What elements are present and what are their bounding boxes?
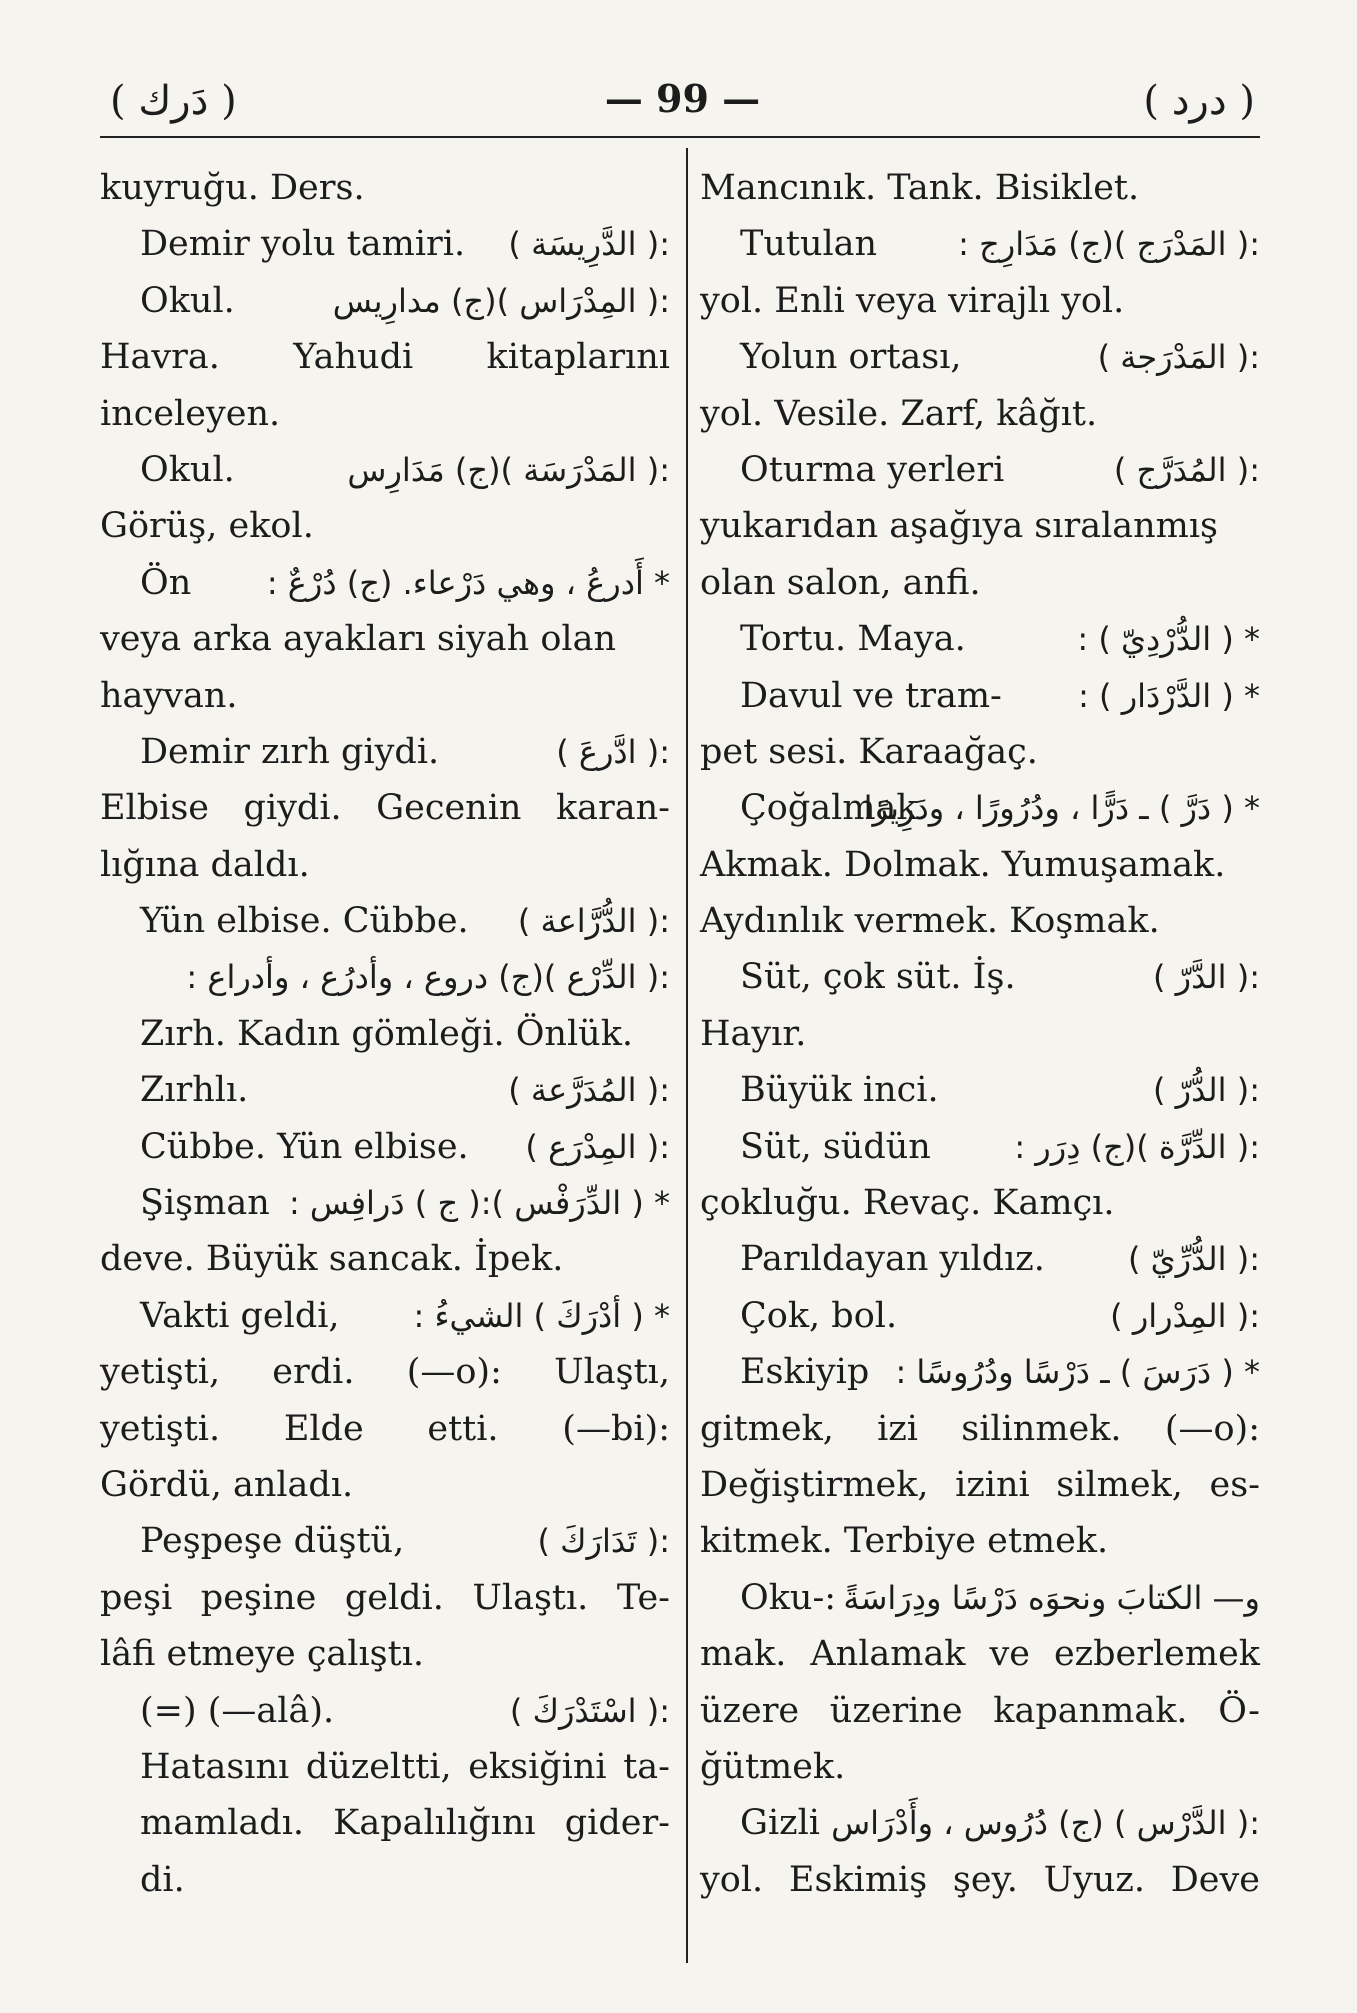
latin-text: deve. Büyük sancak. İpek. xyxy=(100,1239,564,1280)
latin-text: ğütmek. xyxy=(700,1746,846,1787)
arabic-headword: * ( دَرَّ ) ـ دَرًّا ، ودُرُورًا ، ودَرِيرًا xyxy=(863,789,1260,828)
entry-line xyxy=(100,837,670,893)
arabic-headword: * ( أدْرَكَ ) الشيءُ : xyxy=(413,1296,670,1335)
latin-text: mamladı. Kapalılığını gider- xyxy=(140,1803,670,1844)
entry-line xyxy=(700,1795,1260,1851)
arabic-headword: :( المَدْرَج )(ج) مَدَارِج : xyxy=(958,225,1260,264)
arabic-headword: :( المِدْرَاس )(ج) مدارِيس xyxy=(332,281,670,320)
entry-line xyxy=(700,1119,1260,1175)
entry-line xyxy=(100,1062,670,1118)
entry-line xyxy=(700,1401,1260,1457)
arabic-headword: :( المَدْرَسَة )(ج) مَدَارِس xyxy=(347,450,670,489)
arabic-headword: :( الدِّرَّة )(ج) دِرَر : xyxy=(1014,1127,1260,1166)
latin-text: Davul ve tram- xyxy=(740,675,1002,716)
entry-line xyxy=(100,160,670,216)
latin-text: Süt, südün xyxy=(740,1126,931,1167)
entry-line xyxy=(100,329,670,385)
latin-text: Akmak. Dolmak. Yumuşamak. xyxy=(700,844,1226,885)
entry-line xyxy=(700,780,1260,836)
latin-text: lığına daldı. xyxy=(100,844,310,885)
arabic-headword: :( المُدَرَّج ) xyxy=(1113,450,1260,489)
entry-line xyxy=(700,1006,1260,1062)
entry-line xyxy=(700,160,1260,216)
latin-text: Peşpeşe düştü, xyxy=(140,1521,405,1562)
entry-line xyxy=(700,1683,1260,1739)
entry-line xyxy=(100,1288,670,1344)
entry-line xyxy=(100,1006,670,1062)
entry-line xyxy=(700,724,1260,780)
arabic-headword: :( المَدْرَجة ) xyxy=(1097,338,1260,377)
latin-text: Çoğalmak xyxy=(740,788,918,829)
latin-text: Oku-: xyxy=(740,1577,837,1618)
entry-line xyxy=(700,329,1260,385)
arabic-headword: :( الدُّرَّاعة ) xyxy=(517,902,670,941)
entry-line xyxy=(700,1626,1260,1682)
entry-line xyxy=(700,555,1260,611)
latin-text: Havra. Yahudi kitaplarını xyxy=(100,337,670,378)
entry-line xyxy=(700,949,1260,1005)
arabic-headword: * ( الدُّرْدِيّ ) : xyxy=(1077,620,1260,659)
latin-text: inceleyen. xyxy=(100,393,281,434)
latin-text: di. xyxy=(140,1859,185,1900)
entry-line xyxy=(100,216,670,272)
entry-line xyxy=(100,1513,670,1569)
latin-text: kitmek. Terbiye etmek. xyxy=(700,1521,1109,1562)
entry-line xyxy=(100,1401,670,1457)
arabic-headword: :( الدَّرّ ) xyxy=(1153,958,1260,997)
latin-text: Tortu. Maya. xyxy=(740,619,966,660)
latin-text: üzere üzerine kapanmak. Ö- xyxy=(700,1690,1260,1731)
page-number: — 99 — xyxy=(604,76,761,121)
latin-text: Hatasını düzeltti, eksiğini ta- xyxy=(140,1746,670,1787)
latin-text: veya arka ayakları siyah olan xyxy=(100,619,617,660)
latin-text: kuyruğu. Ders. xyxy=(100,168,365,208)
entry-line xyxy=(100,386,670,442)
entry-line xyxy=(700,1739,1260,1795)
latin-text: yol. Vesile. Zarf, kâğıt. xyxy=(700,393,1098,434)
entry-line xyxy=(700,498,1260,554)
latin-text: Eskiyip xyxy=(740,1352,870,1393)
entry-line xyxy=(100,724,670,780)
latin-text: yol. Eskimiş şey. Uyuz. Deve xyxy=(700,1859,1260,1900)
latin-text: Mancınık. Tank. Bisiklet. xyxy=(700,168,1140,208)
entry-line xyxy=(700,668,1260,724)
arabic-headword: :( اسْتَدْرَكَ ) xyxy=(509,1691,670,1730)
arabic-headword: :( ادَّرعَ ) xyxy=(556,732,670,771)
latin-text: yol. Enli veya virajlı yol. xyxy=(700,280,1125,321)
entry-line xyxy=(100,273,670,329)
latin-text: Okul. xyxy=(140,280,235,321)
entry-line xyxy=(100,1457,670,1513)
latin-text: Çok, bol. xyxy=(740,1295,898,1336)
latin-text: (=) (—alâ). xyxy=(140,1690,335,1731)
header-left-guide-word: ( دَرك ) xyxy=(110,78,237,124)
latin-text: Yolun ortası, xyxy=(740,337,962,378)
latin-text: Ön xyxy=(140,562,192,603)
latin-text: Tutulan xyxy=(740,224,878,265)
latin-text: Demir yolu tamiri. xyxy=(140,224,466,265)
column-divider xyxy=(686,148,688,1963)
arabic-headword: * ( الدِّرَفْس ):( ج ) دَرافِس : xyxy=(288,1184,670,1223)
arabic-headword: :( الدَّرِيسَة ) xyxy=(508,225,670,264)
entry-line xyxy=(100,668,670,724)
entry-line xyxy=(700,1062,1260,1118)
arabic-headword: :( المِدْرَع ) xyxy=(525,1127,670,1166)
entry-line xyxy=(100,442,670,498)
latin-text: mak. Anlamak ve ezberlemek xyxy=(700,1634,1260,1675)
arabic-headword: :( المُدَرَّعة ) xyxy=(508,1071,670,1110)
entry-line xyxy=(700,1570,1260,1626)
header-right-guide-word: ( درد ) xyxy=(1143,78,1255,124)
latin-text: Parıldayan yıldız. xyxy=(740,1239,1045,1280)
latin-text: Vakti geldi, xyxy=(140,1295,340,1336)
entry-line xyxy=(100,498,670,554)
entry-line xyxy=(700,1288,1260,1344)
latin-text: Zırhlı. xyxy=(140,1070,249,1111)
entry-line xyxy=(700,216,1260,272)
latin-text: yukarıdan aşağıya sıralanmış xyxy=(700,506,1219,547)
entry-line xyxy=(100,1119,670,1175)
arabic-headword: * ( الدَّرْدَار ) : xyxy=(1078,676,1260,715)
header-rule xyxy=(100,136,1260,138)
entry-line xyxy=(100,1231,670,1287)
entry-line xyxy=(100,1626,670,1682)
entry-line xyxy=(700,1231,1260,1287)
arabic-headword: :( تَدَارَكَ ) xyxy=(537,1522,670,1561)
entry-line xyxy=(700,893,1260,949)
right-column xyxy=(700,160,1260,1908)
latin-text: Gizli xyxy=(740,1803,820,1844)
latin-text: yetişti, erdi. (—o): Ulaştı, xyxy=(100,1352,670,1393)
latin-text: Süt, çok süt. İş. xyxy=(740,957,1016,998)
arabic-headword: * أَدرعُ ، وهي دَرْعاء. (ج) دُرْعٌ : xyxy=(266,563,670,602)
entry-line xyxy=(100,555,670,611)
arabic-headword: :( الدِّرْع )(ج) دروع ، وأدرُع ، وأدراع : xyxy=(186,958,670,997)
entry-line xyxy=(100,611,670,667)
entry-line xyxy=(100,1852,670,1908)
entry-line xyxy=(100,949,670,1005)
latin-text: Okul. xyxy=(140,449,235,490)
entry-line xyxy=(100,1175,670,1231)
page-header xyxy=(100,70,1265,140)
latin-text: Yün elbise. Cübbe. xyxy=(140,901,469,942)
latin-text: pet sesi. Karaağaç. xyxy=(700,731,1038,772)
arabic-headword: :( الدُّرِّيّ ) xyxy=(1127,1240,1260,1279)
entry-line xyxy=(100,1344,670,1400)
entry-line xyxy=(700,611,1260,667)
entry-line xyxy=(100,1683,670,1739)
latin-text: Aydınlık vermek. Koşmak. xyxy=(700,901,1160,942)
latin-text: çokluğu. Revaç. Kamçı. xyxy=(700,1183,1115,1224)
latin-text: yetişti. Elde etti. (—bi): xyxy=(100,1408,670,1449)
arabic-headword: :( الدُّرّ ) xyxy=(1153,1071,1260,1110)
latin-text: Elbise giydi. Gecenin karan- xyxy=(100,788,670,829)
latin-text: Zırh. Kadın gömleği. Önlük. xyxy=(140,1013,634,1054)
entry-line xyxy=(700,1852,1260,1908)
entry-line xyxy=(100,1739,670,1795)
latin-text: peşi peşine geldi. Ulaştı. Te- xyxy=(100,1577,670,1618)
entry-line xyxy=(700,1457,1260,1513)
entry-line xyxy=(100,1570,670,1626)
entry-line xyxy=(100,1795,670,1851)
latin-text: Demir zırh giydi. xyxy=(140,731,440,772)
entry-line xyxy=(100,780,670,836)
entry-line xyxy=(700,1175,1260,1231)
entry-line xyxy=(700,837,1260,893)
latin-text: Değiştirmek, izini silmek, es- xyxy=(700,1464,1260,1505)
arabic-headword: * ( دَرَسَ ) ـ دَرْسًا ودُرُوسًا : xyxy=(895,1353,1260,1392)
latin-text: Gördü, anladı. xyxy=(100,1464,354,1505)
entry-line xyxy=(700,386,1260,442)
entry-line xyxy=(100,893,670,949)
latin-text: lâfi etmeye çalıştı. xyxy=(100,1634,425,1675)
latin-text: gitmek, izi silinmek. (—o): xyxy=(700,1408,1260,1449)
latin-text: Oturma yerleri xyxy=(740,449,1005,490)
latin-text: olan salon, anfi. xyxy=(700,562,981,603)
latin-text: Hayır. xyxy=(700,1013,807,1054)
left-column xyxy=(100,160,670,1908)
entry-line xyxy=(700,273,1260,329)
entry-line xyxy=(700,442,1260,498)
entry-line xyxy=(700,1344,1260,1400)
latin-text: Şişman xyxy=(140,1183,270,1224)
entry-line xyxy=(700,1513,1260,1569)
arabic-headword: :( الدَّرْس ) (ج) دُرُوس ، وأَدْرَاس xyxy=(831,1804,1260,1843)
latin-text: hayvan. xyxy=(100,675,238,716)
arabic-headword: و— الكتابَ ونحوَه دَرْسًا ودِرَاسَةً xyxy=(843,1578,1260,1617)
arabic-headword: :( المِدْرار ) xyxy=(1110,1296,1260,1335)
latin-text: Görüş, ekol. xyxy=(100,506,314,547)
latin-text: Büyük inci. xyxy=(740,1070,939,1111)
latin-text: Cübbe. Yün elbise. xyxy=(140,1126,469,1167)
